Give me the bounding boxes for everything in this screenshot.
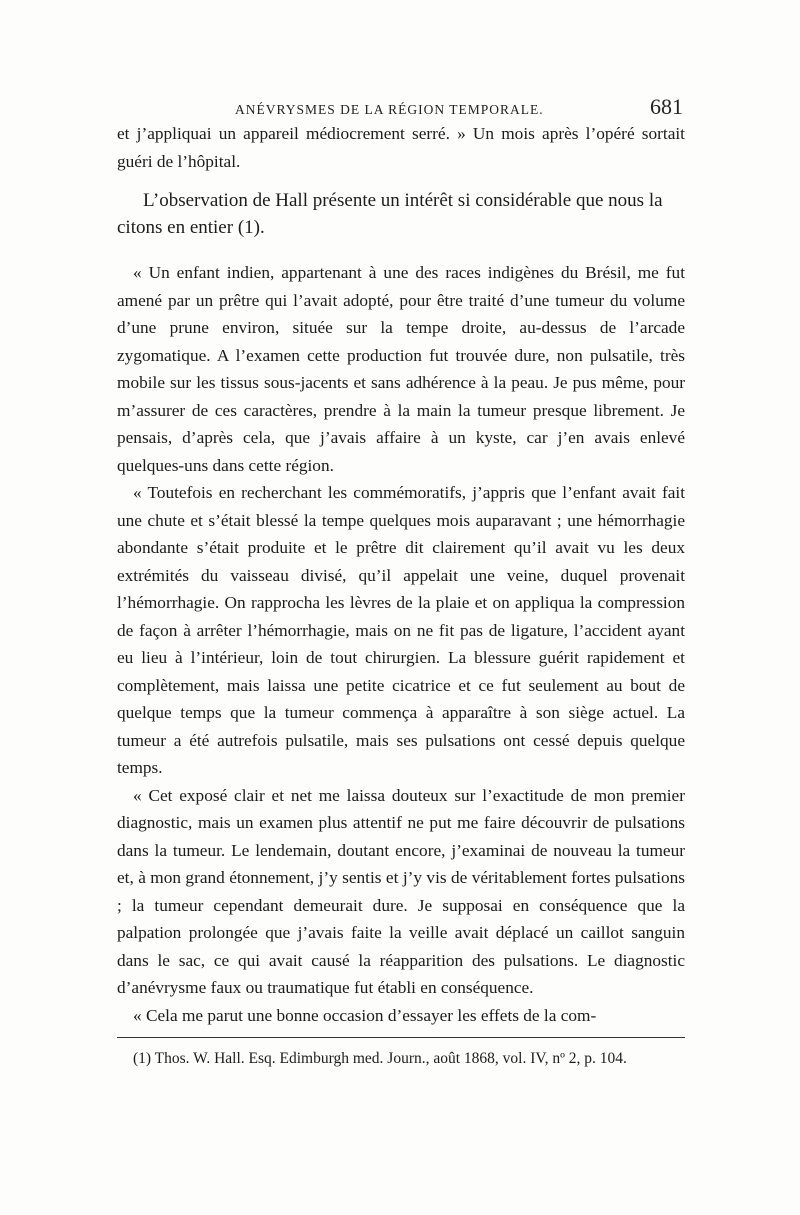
footnote: (1) Thos. W. Hall. Esq. Edimburgh med. Journ., août 1868, vol. IV, nº 2, p. 104. [133,1050,627,1067]
page [117,94,685,1087]
paragraph: « Cet exposé clair et net me laissa douteux sur l’exactitude de mon premier diagnostic, mais un examen plus attentif ne put me faire découvrir de pulsations dans la tumeur. Le lendemain, doutant encore, j’examinai de nouveau la tumeur et, à mon grand étonnement, j’y sentis et j’y vis de véritablement fortes pulsations ; la tumeur cependant demeurait dure. Je supposai en conséquence que la palpation prolongée que j’avais faite la veille avait déplacé un caillot sanguin dans le sac, ce qui avait causé la réapparition des pulsations. Le diagnostic d’anévrysme faux ou traumatique fut établi en conséquence. [117,785,685,997]
paragraph: « Toutefois en recherchant les commémoratifs, j’appris que l’enfant avait fait une chute et s’était blessé la tempe quelques mois auparavant ; une hémorrhagie abondante s’était produite et le prêtre dit clairement qu’il avait vu les deux extrémités du vaisseau divisé, qu’il appelait une veine, duquel provenait l’hémorrhagie. On rapprocha les lèvres de la plaie et on appliqua la compression de façon à arrêter l’hémorrhagie, mais on ne fit pas de ligature, l’accident ayant eu lieu à l’intérieur, loin de tout chirurgien. La blessure guérit rapidement et complètement, mais laissa une petite cicatrice et ce fut seulement au bout de quelque temps que la tumeur commença à apparaître à son siège actuel. La tumeur a été autrefois pulsatile, mais ses pulsations ont cessé depuis quelque temps. [117,483,685,777]
paragraph: « Cela me parut une bonne occasion d’essayer les effets de la com- [133,1005,597,1025]
footnote-divider [117,1037,685,1038]
running-title: ANÉVRYSMES DE LA RÉGION TEMPORALE. [235,102,544,117]
body-text [117,120,685,1029]
paragraph: « Un enfant indien, appartenant à une des races indigènes du Brésil, me fut amené par un prêtre qui l’avait adopté, pour être traité d’une tumeur du volume d’une prune environ, située sur la tempe droite, au-dessus de l’arcade zygomatique. A l’examen cette production fut trouvée dure, non pulsatile, très mobile sur les tissus sous-jacents et sans adhérence à la peau. Je pus même, pour m’assurer de ces caractères, prendre à la main la tumeur presque librement. Je pensais, d’après cela, que j’avais affaire à un kyste, car j’en avais enlevé quelques-uns dans cette région. [117,263,685,475]
paragraph: et j’appliquai un appareil médiocrement serré. » Un mois après l’opéré sortait guéri de l’hôpital. [117,124,685,171]
paragraph-intro: L’observation de Hall présente un intérêt si considérable que nous la citons en entier (1). [117,190,663,238]
running-header [117,94,685,120]
page-number: 681 [650,94,683,119]
